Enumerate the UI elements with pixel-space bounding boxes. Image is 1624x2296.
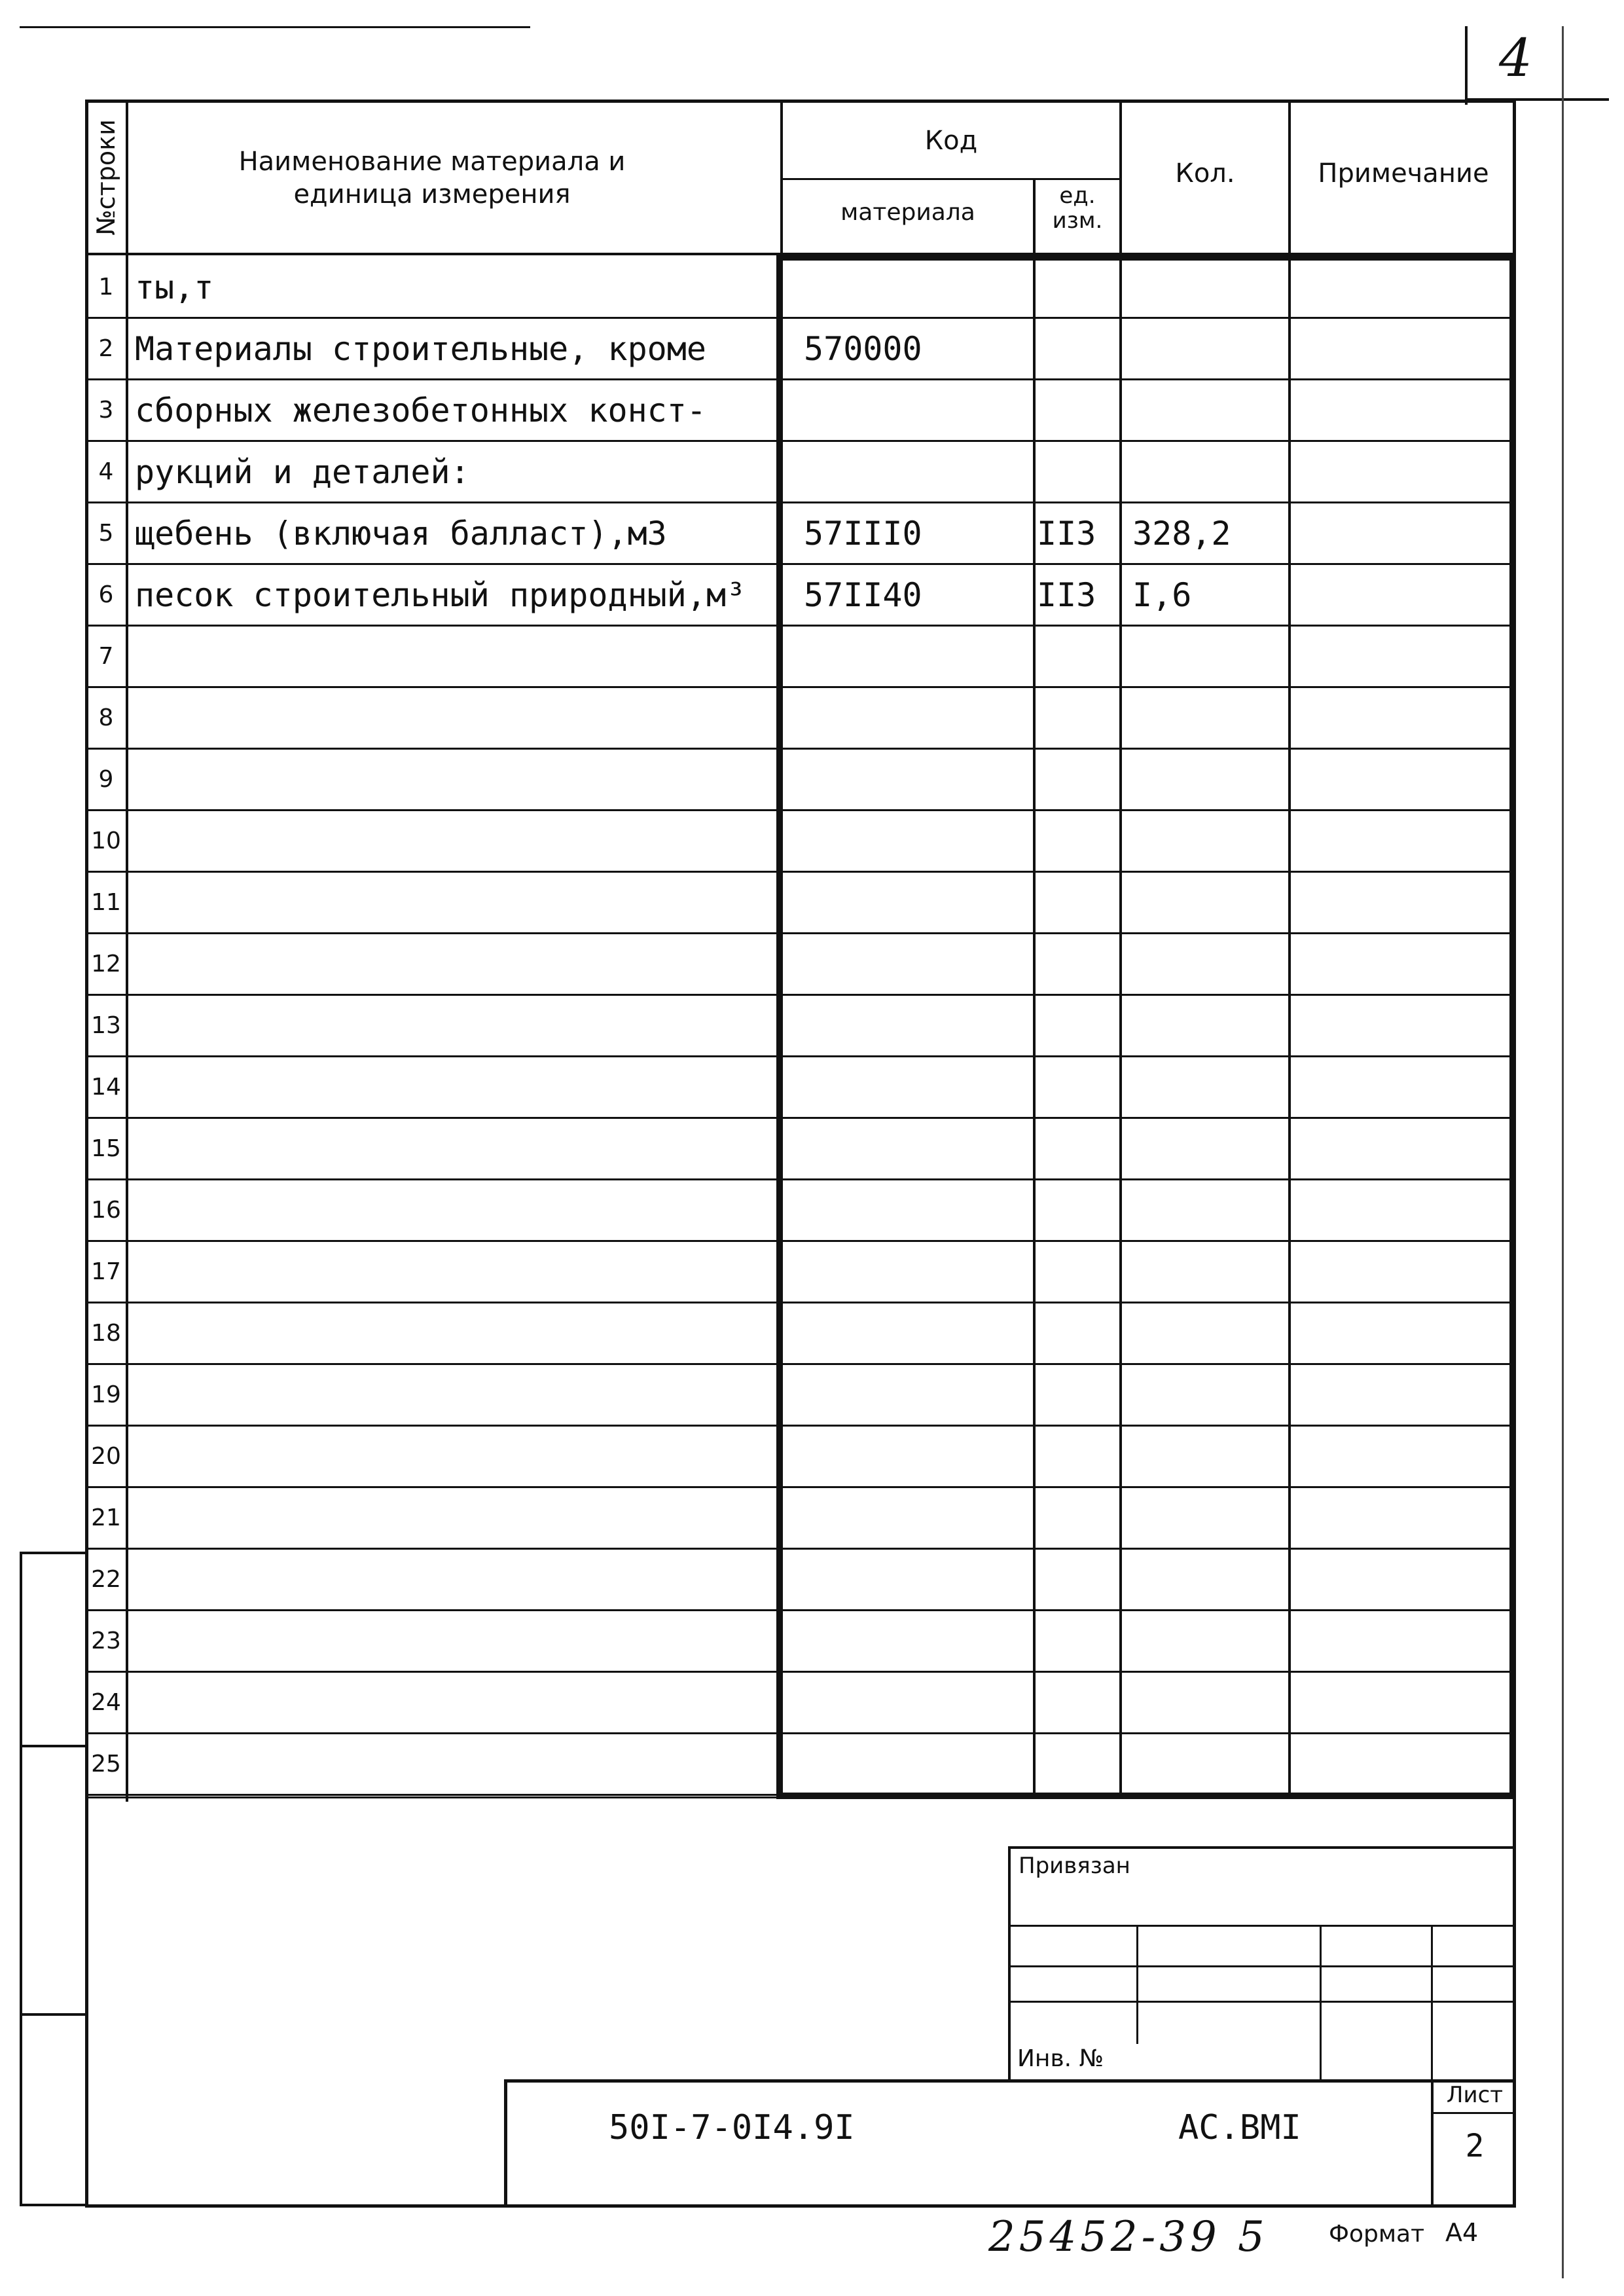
page-mark: 4 xyxy=(1499,27,1532,88)
row-separator xyxy=(85,932,1516,934)
row-separator xyxy=(85,1055,1516,1057)
corner-vertical-mark xyxy=(1465,26,1468,105)
code-unit-divider xyxy=(1033,254,1036,1799)
row-separator xyxy=(85,1363,1516,1365)
handwritten-number: 25452-39 5 xyxy=(988,2213,1269,2261)
row-number: 10 xyxy=(91,828,121,854)
row-separator xyxy=(85,871,1516,873)
binding-strip-left xyxy=(20,1552,22,2206)
row-number: 4 xyxy=(98,458,114,485)
row-number-header: №строки xyxy=(92,119,121,236)
row-number: 22 xyxy=(91,1566,121,1593)
row-separator xyxy=(85,440,1516,442)
code-header: Код xyxy=(924,126,978,156)
row-separator xyxy=(85,1609,1516,1611)
row-separator xyxy=(85,686,1516,688)
note-divider xyxy=(1288,254,1291,1799)
inv-label: Инв. № xyxy=(1017,2045,1104,2072)
row-separator xyxy=(85,1425,1516,1427)
stamp-rule-1 xyxy=(1008,1925,1516,1927)
row-separator xyxy=(85,994,1516,996)
top-rule xyxy=(20,26,530,28)
binding-strip-divider-1 xyxy=(20,1745,88,1747)
material-name: ты,т xyxy=(135,268,214,306)
material-name: песок строительный природный,м³ xyxy=(135,576,746,614)
row-separator xyxy=(85,1794,1516,1796)
row-number: 12 xyxy=(91,951,121,977)
row-number: 23 xyxy=(91,1628,121,1654)
bound-label: Привязан xyxy=(1019,1853,1130,1879)
material-code: 57III0 xyxy=(804,515,922,553)
row-separator xyxy=(85,1671,1516,1673)
row-separator xyxy=(85,1117,1516,1119)
row-separator xyxy=(85,1548,1516,1550)
row-number: 25 xyxy=(91,1751,121,1777)
format-label: Формат xyxy=(1329,2221,1425,2248)
note-header: Примечание xyxy=(1318,158,1489,189)
row-number: 13 xyxy=(91,1012,121,1039)
doc-mark: АС.ВМI xyxy=(1178,2108,1301,2147)
right-trim-line xyxy=(1562,26,1564,2278)
qty-header: Кол. xyxy=(1175,158,1235,189)
material-name: щебень (включая балласт),м3 xyxy=(135,515,667,553)
row-number: 14 xyxy=(91,1074,121,1101)
qty-divider xyxy=(1119,254,1122,1799)
row-number: 6 xyxy=(98,581,114,608)
row-number-header-cell xyxy=(88,103,124,251)
row-number: 1 xyxy=(98,274,114,301)
binding-strip-bottom xyxy=(20,2204,88,2206)
rownum-column-divider xyxy=(126,100,128,1802)
stamp-left-border xyxy=(1008,1846,1011,2082)
row-number: 15 xyxy=(91,1135,121,1162)
code-material-header: материала xyxy=(840,199,975,226)
table-bottom-left-rule xyxy=(85,1796,779,1798)
row-separator xyxy=(85,317,1516,319)
sheet-cell-rule xyxy=(1431,2112,1516,2114)
material-name: рукций и деталей: xyxy=(135,453,470,491)
unit-code: II3 xyxy=(1037,576,1096,614)
sheet-label: Лист xyxy=(1446,2082,1504,2108)
row-separator xyxy=(85,1486,1516,1488)
stamp-col-1 xyxy=(1136,1925,1138,2044)
data-bold-frame xyxy=(776,254,1516,1799)
row-separator xyxy=(85,1240,1516,1242)
code-unit-header: ед. изм. xyxy=(1052,183,1103,234)
row-number: 21 xyxy=(91,1504,121,1531)
row-separator xyxy=(85,563,1516,565)
row-number: 18 xyxy=(91,1320,121,1347)
row-separator xyxy=(85,1178,1516,1180)
row-number: 17 xyxy=(91,1258,121,1285)
row-separator xyxy=(85,501,1516,503)
stamp-top-border xyxy=(1008,1846,1516,1849)
row-number: 7 xyxy=(98,643,114,670)
unit-code: II3 xyxy=(1037,515,1096,553)
stamp-rule-3 xyxy=(1008,2001,1516,2003)
doc-code: 50I-7-0I4.9I xyxy=(609,2108,855,2147)
material-code: 57II40 xyxy=(804,576,922,614)
binding-strip-divider-2 xyxy=(20,2013,88,2016)
row-number: 20 xyxy=(91,1443,121,1470)
row-separator xyxy=(85,748,1516,750)
name-header: Наименование материала и единица измерения xyxy=(238,147,626,210)
row-number: 24 xyxy=(91,1689,121,1716)
row-number: 9 xyxy=(98,766,114,793)
row-separator xyxy=(85,625,1516,627)
row-separator xyxy=(85,378,1516,380)
title-block-left xyxy=(504,2079,507,2208)
sheet-number: 2 xyxy=(1465,2128,1485,2164)
stamp-col-3 xyxy=(1431,1925,1433,2082)
material-code: 570000 xyxy=(804,330,922,368)
quantity: 328,2 xyxy=(1132,515,1231,553)
binding-strip-top xyxy=(20,1552,88,1554)
code-unit-divider-header xyxy=(1033,178,1036,257)
code-subheader-rule xyxy=(780,178,1121,180)
row-separator xyxy=(85,1732,1516,1734)
row-separator xyxy=(85,809,1516,811)
row-number: 5 xyxy=(98,520,114,547)
stamp-col-2 xyxy=(1320,1925,1322,2082)
title-block-top xyxy=(504,2079,1516,2083)
material-name: сборных железобетонных конст- xyxy=(135,392,706,429)
row-number: 16 xyxy=(91,1197,121,1224)
format-value: А4 xyxy=(1445,2218,1479,2247)
quantity: I,6 xyxy=(1132,576,1192,614)
row-number: 2 xyxy=(98,335,114,362)
row-number: 3 xyxy=(98,397,114,424)
row-number: 8 xyxy=(98,704,114,731)
row-number: 19 xyxy=(91,1381,121,1408)
stamp-rule-2 xyxy=(1008,1965,1516,1967)
material-name: Материалы строительные, кроме xyxy=(135,330,706,368)
row-separator xyxy=(85,1302,1516,1303)
row-number: 11 xyxy=(91,889,121,916)
